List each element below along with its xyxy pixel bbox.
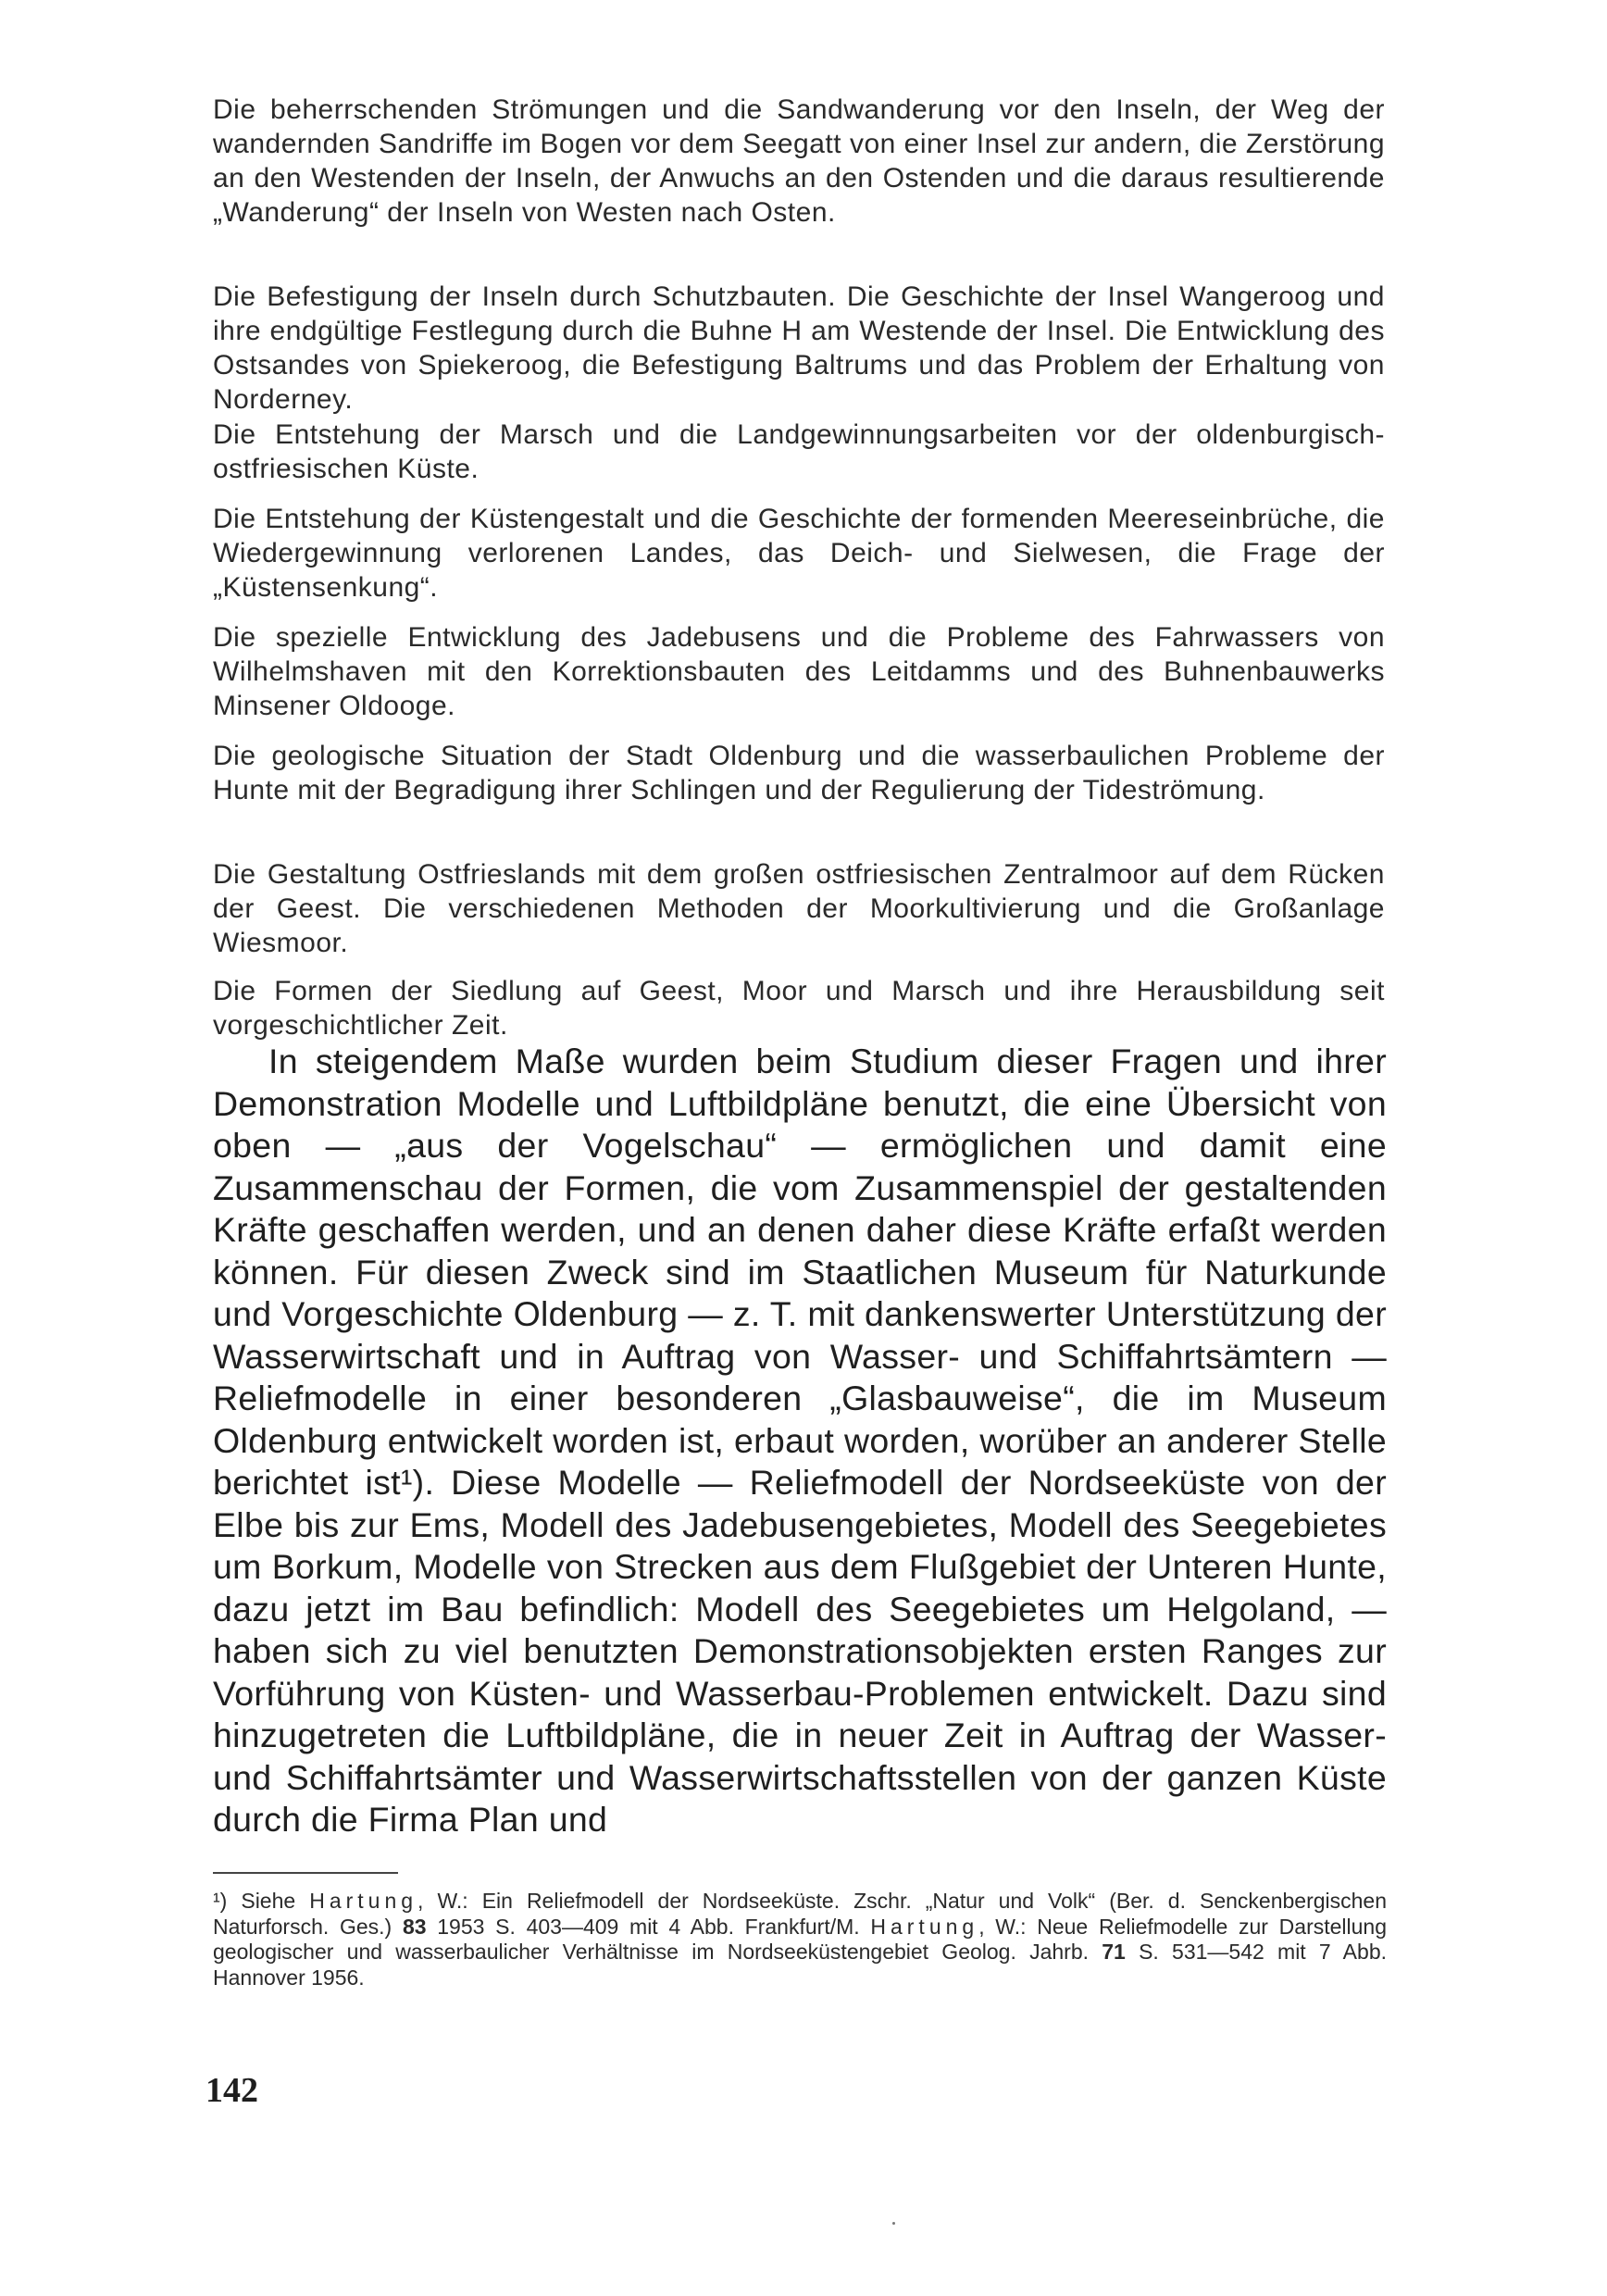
main-paragraph: In steigendem Maße wurden beim Studium dieser Fragen und ihrer Demonstration Modelle und Luftbildpläne benutzt, die eine Übersicht von oben — „aus der Vogelschau“ — ermöglichen und damit eine Zusammenschau der Formen, die vom Zusammenspiel der gestaltenden Kräfte geschaffen werden, und an denen daher diese Kräfte erfaßt werden können. Für diesen Zweck sind im Staatlichen Museum für Naturkunde und Vorgeschichte Oldenburg — z. T. mit dankenswerter Unterstützung der Wasserwirtschaft und in Auftrag von Wasser- und Schiffahrtsämtern — Reliefmodelle in einer besonderen „Glasbauweise“, die im Museum Oldenburg entwickelt worden ist, erbaut worden, worüber an anderer Stelle berichtet ist¹). Diese Modelle — Reliefmodell der Nordseeküste von der Elbe bis zur Ems, Modell des Jadebusengebietes, Modell des Seegebietes um Borkum, Modelle von Strecken aus dem Flußgebiet der Unteren Hunte, dazu jetzt im Bau befindlich: Modell des Seegebietes um Helgoland, — haben sich zu viel benutzten Demonstrationsobjekten ersten Ranges zur Vorführung von Küsten- und Wasserbau-Problemen entwickelt. Dazu sind hinzugetreten die Luftbildpläne, die in neuer Zeit in Auftrag der Wasser- und Schiffahrtsämter und Wasserwirtschaftsstellen von der ganzen Küste durch die Firma Plan und	[213, 1042, 1387, 1839]
footnote-see: Siehe	[241, 1889, 296, 1913]
summary-paragraph-5: Die spezielle Entwicklung des Jadebusens und die Probleme des Fahrwassers von Wilhelmshaven mit den Korrektionsbauten des Leitdamms und des Buhnenbauwerks Minsener Oldooge.	[213, 622, 1385, 721]
footnote-ref-1: , W.: Ein Reliefmodell der Nordseeküste. Zschr. „Natur und Volk“ (Ber. d. Senckenbergischen Naturforsch. Ges.)	[213, 1889, 1388, 1939]
footnote-ref-2b: S. 531—542 mit 7 Abb. Hannover 1956.	[213, 1940, 1387, 1990]
footnote-ref-1b: 1953 S. 403—409 mit 4 Abb. Frankfurt/M.	[437, 1914, 860, 1939]
summary-paragraph-8: Die Formen der Siedlung auf Geest, Moor und Marsch und ihre Herausbildung seit vorgeschichtlicher Zeit.	[213, 976, 1385, 1041]
summary-paragraph-1: Die beherrschenden Strömungen und die Sandwanderung vor den Inseln, der Weg der wandernden Sandriffe im Bogen vor dem Seegatt von einer Insel zur andern, die Zerstörung an den Westenden der Inseln, der Anwuchs an den Ostenden und die daraus resultierende „Wanderung“ der Inseln von Westen nach Osten.	[213, 94, 1385, 228]
footnote-text	[213, 1889, 1387, 1990]
footnote-marker: ¹)	[213, 1889, 228, 1913]
footnote	[213, 1889, 1387, 1990]
summary-paragraph-3: Die Entstehung der Marsch und die Landgewinnungsarbeiten vor der oldenburgisch-ostfriesischen Küste.	[213, 419, 1385, 484]
summary-paragraph-7: Die Gestaltung Ostfrieslands mit dem großen ostfriesischen Zentralmoor auf dem Rücken der Geest. Die verschiedenen Methoden der Moorkultivierung und die Großanlage Wiesmoor.	[213, 859, 1385, 958]
footnote-volume-2: 71	[1102, 1940, 1126, 1964]
summary-paragraph-2: Die Befestigung der Inseln durch Schutzbauten. Die Geschichte der Insel Wangeroog und ihre endgültige Festlegung durch die Buhne H am Westende der Insel. Die Entwicklung des Ostsandes von Spiekeroog, die Befestigung Baltrums und das Problem der Erhaltung von Norderney.	[213, 281, 1385, 415]
footnote-author-1: Hartung	[309, 1889, 418, 1913]
footnote-ref-2: , W.: Neue Reliefmodelle zur Darstellung geologischer und wasserbaulicher Verhältnisse im Nordseeküstengebiet Geolog. Jahrb.	[213, 1914, 1388, 1964]
scan-speck	[892, 2222, 895, 2225]
footnote-volume-1: 83	[402, 1914, 427, 1939]
page-number: 142	[206, 2071, 258, 2110]
summary-paragraph-4: Die Entstehung der Küstengestalt und die Geschichte der formenden Meereseinbrüche, die Wiedergewinnung verlorenen Landes, das Deich- und Sielwesen, die Frage der „Küstensenkung“.	[213, 504, 1385, 603]
footnote-rule	[213, 1872, 398, 1874]
footnote-author-2: Hartung	[870, 1914, 979, 1939]
summary-paragraph-6: Die geologische Situation der Stadt Oldenburg und die wasserbaulichen Probleme der Hunte mit der Begradigung ihrer Schlingen und der Regulierung der Tideströmung.	[213, 741, 1385, 805]
